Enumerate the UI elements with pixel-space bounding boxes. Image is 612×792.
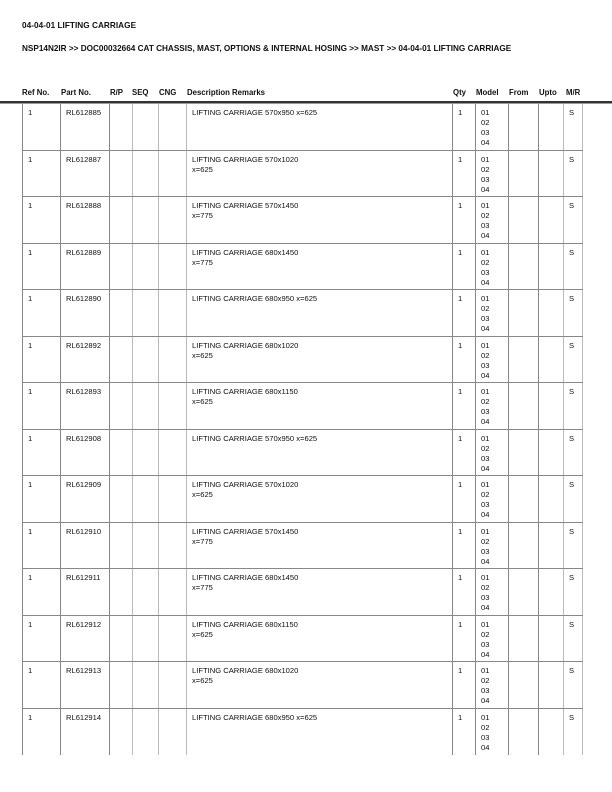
model-code: 04 [481, 603, 490, 612]
cng-cell [158, 104, 186, 150]
upto-cell [538, 709, 563, 756]
model-code: 04 [481, 556, 490, 566]
table-row [22, 523, 583, 570]
ref-no-cell: 1 [22, 616, 60, 662]
model-cell [475, 151, 508, 197]
model-code: 01 [481, 108, 490, 117]
upto-cell [538, 290, 563, 336]
model-cell [475, 616, 508, 662]
rp-cell [109, 337, 132, 383]
rp-cell [109, 476, 132, 522]
description-cell: LIFTING CARRIAGE 680x1020 x=625 [186, 662, 452, 708]
model-code: 02 [481, 722, 490, 732]
rp-cell [109, 709, 132, 756]
part-no-cell: RL612908 [60, 430, 109, 476]
model-code: 03 [481, 593, 490, 602]
upto-cell [538, 197, 563, 243]
model-cell [475, 383, 508, 429]
model-code: 04 [481, 138, 490, 147]
qty-cell: 1 [452, 616, 475, 662]
description-cell: LIFTING CARRIAGE 680x950 x=625 [186, 290, 452, 336]
rp-cell [109, 383, 132, 429]
mr-cell: S [563, 476, 583, 522]
description-cell: LIFTING CARRIAGE 680x950 x=625 [186, 709, 452, 756]
table-row [22, 476, 583, 523]
model-cell [475, 290, 508, 336]
rp-cell [109, 151, 132, 197]
table-row [22, 197, 583, 244]
rp-cell [109, 616, 132, 662]
upto-cell [538, 244, 563, 290]
from-cell [508, 383, 538, 429]
upto-cell [538, 337, 563, 383]
header-from: From [509, 88, 529, 97]
part-no-cell: RL612885 [60, 104, 109, 150]
cng-cell [158, 476, 186, 522]
header-qty: Qty [453, 88, 466, 97]
mr-cell: S [563, 616, 583, 662]
cng-cell [158, 383, 186, 429]
part-no-cell: RL612892 [60, 337, 109, 383]
model-code: 04 [481, 742, 490, 752]
qty-cell: 1 [452, 244, 475, 290]
part-no-cell: RL612910 [60, 523, 109, 569]
model-code: 03 [481, 128, 490, 137]
mr-cell: S [563, 662, 583, 708]
ref-no-cell: 1 [22, 709, 60, 756]
part-no-cell: RL612911 [60, 569, 109, 615]
rp-cell [109, 244, 132, 290]
table-row [22, 383, 583, 430]
header-cng: CNG [159, 88, 177, 97]
ref-no-cell: 1 [22, 104, 60, 150]
rp-cell [109, 197, 132, 243]
table-header [0, 88, 612, 100]
seq-cell [132, 197, 158, 243]
header-upto: Upto [539, 88, 557, 97]
model-code: 01 [481, 247, 490, 257]
description-cell: LIFTING CARRIAGE 680x1020 x=625 [186, 337, 452, 383]
model-code: 02 [481, 583, 490, 592]
qty-cell: 1 [452, 569, 475, 615]
header-rp: R/P [110, 88, 123, 97]
upto-cell [538, 476, 563, 522]
mr-cell: S [563, 197, 583, 243]
model-code: 02 [481, 118, 490, 127]
qty-cell: 1 [452, 662, 475, 708]
model-code: 01 [481, 387, 490, 396]
model-cell [475, 662, 508, 708]
qty-cell: 1 [452, 337, 475, 383]
model-code: 03 [481, 267, 490, 277]
ref-no-cell: 1 [22, 476, 60, 522]
model-code: 03 [481, 546, 490, 556]
ref-no-cell: 1 [22, 290, 60, 336]
model-code: 04 [481, 324, 490, 333]
from-cell [508, 523, 538, 569]
seq-cell [132, 290, 158, 336]
model-code: 01 [481, 573, 490, 582]
model-code: 04 [481, 696, 490, 705]
model-code: 04 [481, 184, 490, 194]
model-code: 02 [481, 164, 490, 174]
model-code: 04 [481, 370, 490, 380]
cng-cell [158, 430, 186, 476]
model-code: 04 [481, 277, 490, 287]
upto-cell [538, 104, 563, 150]
cng-cell [158, 151, 186, 197]
ref-no-cell: 1 [22, 662, 60, 708]
table-row [22, 337, 583, 384]
model-code: 03 [481, 500, 490, 509]
upto-cell [538, 616, 563, 662]
mr-cell: S [563, 430, 583, 476]
qty-cell: 1 [452, 383, 475, 429]
table-row [22, 104, 583, 151]
model-code: 02 [481, 211, 490, 220]
model-code: 01 [481, 201, 490, 210]
model-code: 04 [481, 463, 490, 473]
description-cell: LIFTING CARRIAGE 570x1020 x=625 [186, 151, 452, 197]
model-code: 02 [481, 490, 490, 499]
rp-cell [109, 104, 132, 150]
model-code: 03 [481, 221, 490, 230]
upto-cell [538, 151, 563, 197]
model-code: 01 [481, 526, 490, 536]
cng-cell [158, 523, 186, 569]
qty-cell: 1 [452, 197, 475, 243]
description-cell: LIFTING CARRIAGE 570x950 x=625 [186, 104, 452, 150]
model-cell [475, 104, 508, 150]
from-cell [508, 662, 538, 708]
description-cell: LIFTING CARRIAGE 680x1450 x=775 [186, 244, 452, 290]
mr-cell: S [563, 337, 583, 383]
model-code: 03 [481, 732, 490, 742]
model-code: 01 [481, 619, 490, 629]
model-cell [475, 337, 508, 383]
from-cell [508, 569, 538, 615]
model-code: 04 [481, 417, 490, 426]
cng-cell [158, 709, 186, 756]
description-cell: LIFTING CARRIAGE 680x1450 x=775 [186, 569, 452, 615]
mr-cell: S [563, 709, 583, 756]
seq-cell [132, 616, 158, 662]
table-row [22, 616, 583, 663]
upto-cell [538, 662, 563, 708]
header-model: Model [476, 88, 499, 97]
model-code: 01 [481, 340, 490, 350]
qty-cell: 1 [452, 523, 475, 569]
rp-cell [109, 523, 132, 569]
part-no-cell: RL612890 [60, 290, 109, 336]
qty-cell: 1 [452, 709, 475, 756]
rp-cell [109, 430, 132, 476]
model-code: 02 [481, 536, 490, 546]
header-description: Description Remarks [187, 88, 265, 97]
model-code: 01 [481, 712, 490, 722]
model-cell [475, 430, 508, 476]
model-cell [475, 523, 508, 569]
model-code: 03 [481, 639, 490, 649]
cng-cell [158, 569, 186, 615]
parts-table [22, 104, 583, 755]
part-no-cell: RL612912 [60, 616, 109, 662]
model-code: 04 [481, 231, 490, 240]
header-mr: M/R [566, 88, 581, 97]
seq-cell [132, 337, 158, 383]
part-no-cell: RL612909 [60, 476, 109, 522]
qty-cell: 1 [452, 430, 475, 476]
header-ref-no: Ref No. [22, 88, 50, 97]
header-part-no: Part No. [61, 88, 91, 97]
from-cell [508, 104, 538, 150]
description-cell: LIFTING CARRIAGE 680x1150 x=625 [186, 383, 452, 429]
seq-cell [132, 709, 158, 756]
description-cell: LIFTING CARRIAGE 570x950 x=625 [186, 430, 452, 476]
model-code: 01 [481, 294, 490, 303]
model-code: 02 [481, 443, 490, 453]
from-cell [508, 151, 538, 197]
model-code: 01 [481, 433, 490, 443]
part-no-cell: RL612887 [60, 151, 109, 197]
ref-no-cell: 1 [22, 197, 60, 243]
from-cell [508, 290, 538, 336]
mr-cell: S [563, 569, 583, 615]
model-code: 03 [481, 360, 490, 370]
cng-cell [158, 616, 186, 662]
model-code: 03 [481, 407, 490, 416]
part-no-cell: RL612914 [60, 709, 109, 756]
from-cell [508, 430, 538, 476]
from-cell [508, 476, 538, 522]
model-cell [475, 569, 508, 615]
upto-cell [538, 523, 563, 569]
model-code: 04 [481, 510, 490, 519]
table-row [22, 151, 583, 198]
qty-cell: 1 [452, 476, 475, 522]
header-seq: SEQ [132, 88, 149, 97]
qty-cell: 1 [452, 104, 475, 150]
mr-cell: S [563, 523, 583, 569]
mr-cell: S [563, 290, 583, 336]
seq-cell [132, 662, 158, 708]
seq-cell [132, 104, 158, 150]
upto-cell [538, 430, 563, 476]
mr-cell: S [563, 383, 583, 429]
seq-cell [132, 430, 158, 476]
model-code: 01 [481, 480, 490, 489]
model-code: 01 [481, 666, 490, 675]
seq-cell [132, 569, 158, 615]
description-cell: LIFTING CARRIAGE 680x1150 x=625 [186, 616, 452, 662]
model-code: 03 [481, 314, 490, 323]
model-cell [475, 476, 508, 522]
part-no-cell: RL612913 [60, 662, 109, 708]
model-cell [475, 709, 508, 756]
rp-cell [109, 662, 132, 708]
model-code: 02 [481, 397, 490, 406]
seq-cell [132, 383, 158, 429]
rp-cell [109, 290, 132, 336]
mr-cell: S [563, 104, 583, 150]
model-code: 01 [481, 154, 490, 164]
from-cell [508, 244, 538, 290]
model-code: 02 [481, 350, 490, 360]
rp-cell [109, 569, 132, 615]
ref-no-cell: 1 [22, 523, 60, 569]
model-code: 02 [481, 676, 490, 685]
cng-cell [158, 197, 186, 243]
qty-cell: 1 [452, 290, 475, 336]
cng-cell [158, 290, 186, 336]
model-code: 02 [481, 257, 490, 267]
from-cell [508, 616, 538, 662]
model-code: 03 [481, 453, 490, 463]
table-row [22, 709, 583, 756]
model-code: 03 [481, 686, 490, 695]
table-row [22, 662, 583, 709]
upto-cell [538, 383, 563, 429]
breadcrumb: NSP14N2IR >> DOC00032664 CAT CHASSIS, MAST, OPTIONS & INTERNAL HOSING >> MAST >> 04-04-01 LIFTING CARRIAGE [22, 44, 512, 53]
ref-no-cell: 1 [22, 569, 60, 615]
seq-cell [132, 244, 158, 290]
ref-no-cell: 1 [22, 151, 60, 197]
ref-no-cell: 1 [22, 383, 60, 429]
mr-cell: S [563, 244, 583, 290]
cng-cell [158, 662, 186, 708]
model-code: 04 [481, 649, 490, 659]
table-row [22, 569, 583, 616]
seq-cell [132, 523, 158, 569]
qty-cell: 1 [452, 151, 475, 197]
ref-no-cell: 1 [22, 430, 60, 476]
seq-cell [132, 151, 158, 197]
model-code: 03 [481, 174, 490, 184]
model-cell [475, 197, 508, 243]
page-title: 04-04-01 LIFTING CARRIAGE [22, 21, 137, 30]
table-row [22, 290, 583, 337]
part-no-cell: RL612888 [60, 197, 109, 243]
from-cell [508, 197, 538, 243]
ref-no-cell: 1 [22, 244, 60, 290]
from-cell [508, 337, 538, 383]
table-row [22, 244, 583, 291]
part-no-cell: RL612893 [60, 383, 109, 429]
table-row [22, 430, 583, 477]
mr-cell: S [563, 151, 583, 197]
model-cell [475, 244, 508, 290]
cng-cell [158, 244, 186, 290]
description-cell: LIFTING CARRIAGE 570x1020 x=625 [186, 476, 452, 522]
seq-cell [132, 476, 158, 522]
model-code: 02 [481, 629, 490, 639]
part-no-cell: RL612889 [60, 244, 109, 290]
ref-no-cell: 1 [22, 337, 60, 383]
from-cell [508, 709, 538, 756]
model-code: 02 [481, 304, 490, 313]
cng-cell [158, 337, 186, 383]
description-cell: LIFTING CARRIAGE 570x1450 x=775 [186, 523, 452, 569]
description-cell: LIFTING CARRIAGE 570x1450 x=775 [186, 197, 452, 243]
upto-cell [538, 569, 563, 615]
